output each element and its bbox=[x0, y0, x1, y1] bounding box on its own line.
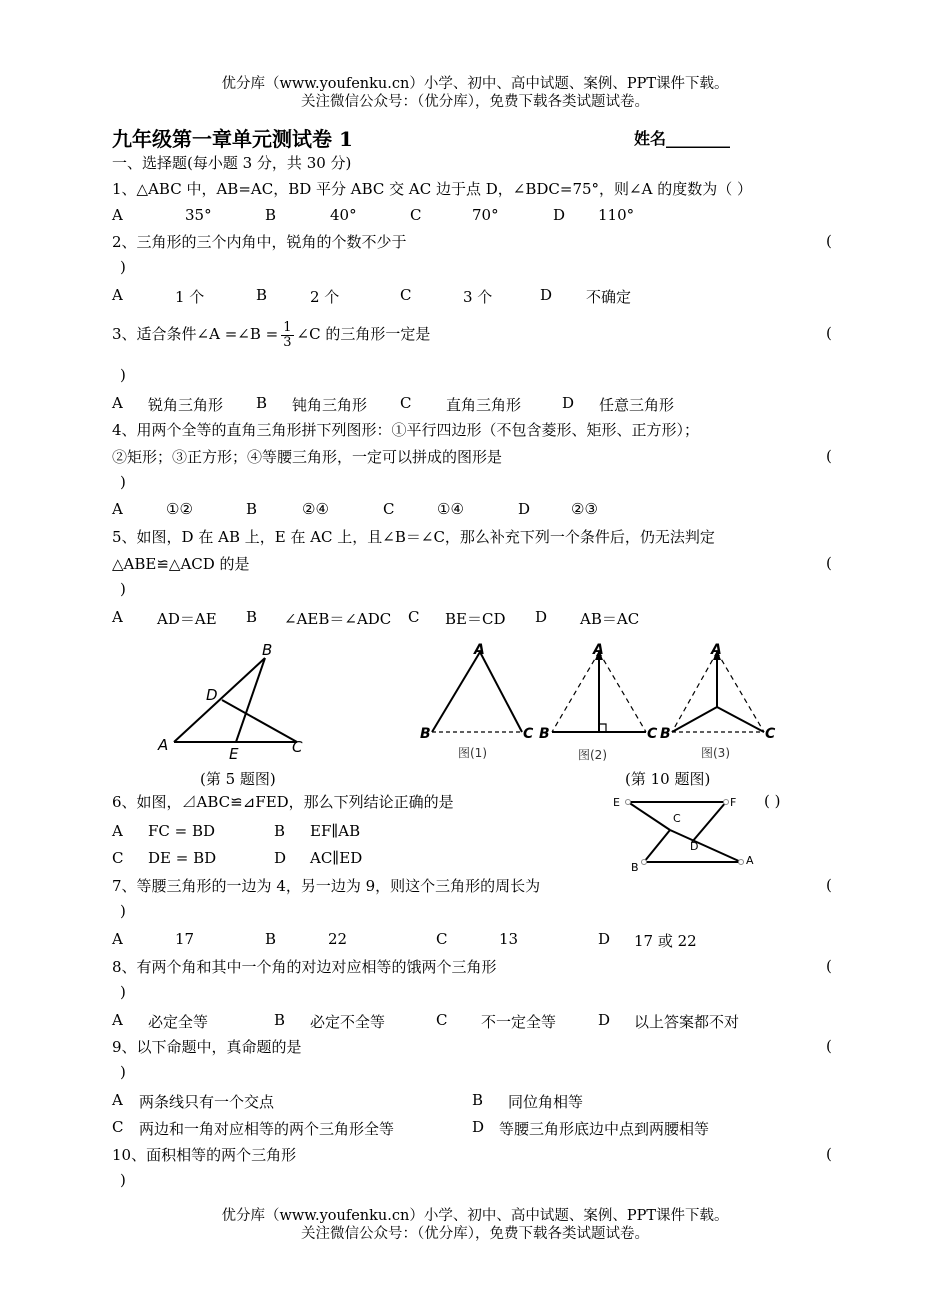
answer-paren-open: ( bbox=[826, 554, 832, 572]
question-5-line-2: △ABE≌△ACD 的是 bbox=[112, 555, 250, 573]
q3-text-before: 3、适合条件∠A =∠B = bbox=[112, 325, 279, 343]
fig1-label-b: B bbox=[420, 726, 431, 742]
option-label: C bbox=[408, 608, 420, 626]
figure-q10-triangles bbox=[418, 640, 783, 770]
fig3-label-c: C bbox=[765, 726, 776, 742]
option-label: D bbox=[598, 1011, 611, 1029]
option-text: AB＝AC bbox=[580, 610, 640, 628]
q3-text-after: ∠C 的三角形一定是 bbox=[296, 325, 431, 343]
option-label: A bbox=[112, 1011, 123, 1029]
fig3-label-b: B bbox=[660, 726, 671, 742]
option-label: B bbox=[246, 608, 258, 626]
option-label: B bbox=[265, 930, 277, 948]
option-label: D bbox=[562, 394, 575, 412]
segment-cb bbox=[644, 830, 670, 862]
option-text: ①④ bbox=[437, 500, 464, 518]
option-label: B bbox=[265, 206, 277, 224]
label-e: E bbox=[229, 745, 239, 762]
fig1-label-c: C bbox=[523, 726, 534, 742]
question-4-line-1: 4、用两个全等的直角三角形拼下列图形：①平行四边形（不包含菱形、矩形、正方形）； bbox=[112, 421, 700, 439]
option-text: DE = BD bbox=[148, 849, 217, 867]
answer-paren-close: ) bbox=[120, 1063, 126, 1081]
option-label: C bbox=[383, 500, 395, 518]
answer-paren-open: ( bbox=[826, 447, 832, 465]
option-text: 2 个 bbox=[310, 288, 340, 306]
answer-paren-close: ) bbox=[120, 366, 126, 384]
option-text: 钝角三角形 bbox=[292, 396, 368, 414]
option-text: 不一定全等 bbox=[481, 1013, 557, 1031]
option-label: A bbox=[112, 608, 123, 626]
fig1-label-a: A bbox=[474, 642, 485, 658]
option-label: C bbox=[436, 1011, 448, 1029]
point-e bbox=[626, 800, 631, 805]
option-label: B bbox=[256, 286, 268, 304]
fig2-label-b: B bbox=[539, 726, 550, 742]
question-8: 8、有两个角和其中一个角的对边对应相等的饿两个三角形 bbox=[112, 958, 497, 976]
fig3-label-a: A bbox=[711, 642, 722, 658]
option-label: A bbox=[112, 930, 123, 948]
option-text: 不确定 bbox=[586, 288, 632, 306]
question-2: 2、三角形的三个内角中，锐角的个数不少于 bbox=[112, 233, 407, 251]
option-text: 110° bbox=[598, 206, 635, 224]
option-label: C bbox=[400, 286, 412, 304]
option-label: C bbox=[400, 394, 412, 412]
option-text: BE＝CD bbox=[445, 610, 506, 628]
figure-q6-triangles bbox=[608, 790, 758, 874]
option-text: EF∥AB bbox=[310, 822, 361, 840]
fig3-line-b bbox=[672, 707, 717, 732]
fig1-side-ac bbox=[480, 652, 522, 732]
option-label: C bbox=[436, 930, 448, 948]
label-b: B bbox=[262, 641, 273, 659]
answer-paren-open: ( bbox=[826, 232, 832, 250]
option-label: D bbox=[518, 500, 531, 518]
option-text: AD＝AE bbox=[157, 610, 217, 628]
option-label: B bbox=[274, 1011, 286, 1029]
question-7: 7、等腰三角形的一边为 4，另一边为 9，则这个三角形的周长为 bbox=[112, 877, 541, 895]
right-angle-mark bbox=[599, 724, 606, 732]
label-c: C bbox=[673, 812, 681, 825]
section-heading: 一、选择题(每小题 3 分，共 30 分) bbox=[112, 154, 352, 172]
question-10: 10、面积相等的两个三角形 bbox=[112, 1146, 297, 1164]
fig2-label-a: A bbox=[593, 642, 604, 658]
option-text: 必定全等 bbox=[148, 1013, 209, 1031]
option-label: D bbox=[553, 206, 566, 224]
option-label: A bbox=[112, 286, 123, 304]
option-text: 必定不全等 bbox=[310, 1013, 386, 1031]
option-text: 以上答案都不对 bbox=[634, 1013, 740, 1031]
option-label: A bbox=[112, 500, 123, 518]
option-label: A bbox=[112, 394, 123, 412]
fraction-denominator: 3 bbox=[283, 334, 292, 350]
option-label: D bbox=[472, 1118, 485, 1136]
option-label: D bbox=[540, 286, 553, 304]
option-text: 等腰三角形底边中点到两腰相等 bbox=[499, 1120, 710, 1138]
option-label: A bbox=[112, 1091, 123, 1109]
option-text: 13 bbox=[499, 930, 519, 948]
fig2-label-c: C bbox=[647, 726, 658, 742]
segment-ec bbox=[628, 802, 670, 830]
answer-paren-close: ) bbox=[120, 902, 126, 920]
fig3-caption: 图(3) bbox=[701, 746, 730, 760]
option-label: B bbox=[274, 822, 286, 840]
question-3 bbox=[112, 316, 430, 352]
label-a: A bbox=[158, 736, 169, 754]
fig3-line-c bbox=[717, 707, 764, 732]
option-label: A bbox=[112, 206, 123, 224]
page-title: 九年级第一章单元测试卷 1 bbox=[112, 127, 353, 151]
option-label: C bbox=[410, 206, 422, 224]
option-text: 1 个 bbox=[175, 288, 205, 306]
footer-line-2: 关注微信公众号：（优分库），免费下载各类试题试卷。 bbox=[301, 1226, 649, 1242]
option-text: FC = BD bbox=[148, 822, 216, 840]
option-label: C bbox=[112, 1118, 124, 1136]
answer-paren-close: ) bbox=[120, 258, 126, 276]
option-label: D bbox=[274, 849, 287, 867]
option-label: A bbox=[112, 822, 123, 840]
option-text: ①② bbox=[166, 500, 193, 518]
fig2-side-dashed bbox=[552, 652, 599, 732]
option-text: 任意三角形 bbox=[599, 396, 675, 414]
answer-paren-open: ( bbox=[826, 1037, 832, 1055]
figure-10-caption: (第 10 题图) bbox=[625, 770, 711, 788]
segment-fd bbox=[692, 802, 726, 842]
label-f: F bbox=[730, 796, 737, 809]
option-text: 两条线只有一个交点 bbox=[139, 1093, 275, 1111]
label-d: D bbox=[690, 840, 699, 853]
option-text: 17 或 22 bbox=[634, 932, 697, 950]
question-4-line-2: ②矩形；③正方形；④等腰三角形，一定可以拼成的图形是 bbox=[112, 448, 503, 466]
option-text: ∠AEB＝∠ADC bbox=[284, 610, 392, 628]
question-9: 9、以下命题中，真命题的是 bbox=[112, 1038, 302, 1056]
point-b bbox=[642, 860, 647, 865]
question-1: 1、△ABC 中，AB=AC，BD 平分 ABC 交 AC 边于点 D，∠BDC=75°，则∠A 的度数为（ ） bbox=[112, 180, 752, 198]
answer-paren-open: ( bbox=[826, 1145, 832, 1163]
fraction-numerator: 1 bbox=[283, 319, 292, 335]
answer-paren-close: ) bbox=[120, 983, 126, 1001]
label-d: D bbox=[206, 686, 218, 704]
figure-5-caption: (第 5 题图) bbox=[200, 770, 276, 788]
option-text: ②④ bbox=[302, 500, 329, 518]
fig2-caption: 图(2) bbox=[578, 748, 607, 762]
answer-paren-close: ) bbox=[120, 1171, 126, 1189]
segment-dc bbox=[222, 700, 297, 742]
option-label: B bbox=[246, 500, 258, 518]
point-a bbox=[739, 860, 744, 865]
option-text: 40° bbox=[330, 206, 357, 224]
answer-paren-close: ) bbox=[120, 473, 126, 491]
option-text: 锐角三角形 bbox=[148, 396, 224, 414]
label-a: A bbox=[746, 854, 754, 867]
option-text: ②③ bbox=[571, 500, 598, 518]
option-label: B bbox=[472, 1091, 484, 1109]
option-text: 3 个 bbox=[463, 288, 493, 306]
option-text: AC∥ED bbox=[310, 849, 363, 867]
label-b: B bbox=[631, 861, 639, 874]
option-text: 70° bbox=[472, 206, 499, 224]
answer-paren-open: ( bbox=[826, 957, 832, 975]
question-6: 6、如图，⊿ABC≌⊿FED，那么下列结论正确的是 bbox=[112, 793, 454, 811]
name-field-label: 姓名________ bbox=[634, 129, 731, 148]
option-text: 35° bbox=[185, 206, 212, 224]
answer-paren-open: ( bbox=[826, 324, 832, 342]
fig2-side-dashed bbox=[599, 652, 646, 732]
option-label: D bbox=[598, 930, 611, 948]
answer-paren-close: ) bbox=[120, 580, 126, 598]
fraction bbox=[281, 321, 293, 350]
option-text: 直角三角形 bbox=[446, 396, 522, 414]
label-c: C bbox=[292, 738, 303, 756]
option-label: D bbox=[535, 608, 548, 626]
option-text: 两边和一角对应相等的两个三角形全等 bbox=[139, 1120, 395, 1138]
answer-paren: ( ) bbox=[764, 792, 781, 810]
segment-ac bbox=[670, 830, 741, 862]
header-line-2: 关注微信公众号：（优分库），免费下载各类试题试卷。 bbox=[301, 94, 649, 110]
point-f bbox=[724, 800, 729, 805]
option-text: 17 bbox=[175, 930, 195, 948]
figure-q5-triangle bbox=[150, 640, 320, 762]
option-text: 同位角相等 bbox=[508, 1093, 584, 1111]
label-e: E bbox=[613, 796, 620, 809]
option-label: B bbox=[256, 394, 268, 412]
fig1-side-ab bbox=[432, 652, 480, 732]
header-line-1: 优分库（www.youfenku.cn）小学、初中、高中试题、案例、PPT课件下载。 bbox=[221, 76, 729, 92]
answer-paren-open: ( bbox=[826, 876, 832, 894]
option-label: C bbox=[112, 849, 124, 867]
option-text: 22 bbox=[328, 930, 348, 948]
fig1-caption: 图(1) bbox=[458, 746, 487, 760]
footer-line-1: 优分库（www.youfenku.cn）小学、初中、高中试题、案例、PPT课件下载。 bbox=[221, 1208, 729, 1224]
question-5-line-1: 5、如图，D 在 AB 上，E 在 AC 上，且∠B＝∠C，那么补充下列一个条件后，仍无法判定 bbox=[112, 528, 715, 546]
